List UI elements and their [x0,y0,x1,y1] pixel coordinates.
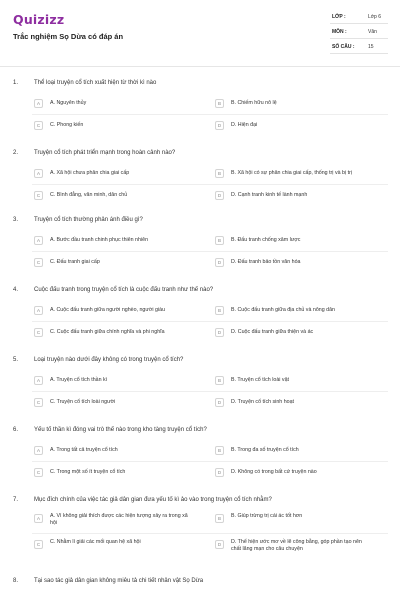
question-number: 1. [13,80,19,86]
question-text: Tại sao tác giả dân gian không miêu tả chi tiết nhân vật Sọ Dừa [34,578,204,584]
option-text: B. Chiếm hữu nô lệ [231,100,277,106]
option-text: C. Nhằm lí giải các mối quan hệ xã hội [50,539,141,545]
option-letter-badge: A [34,446,43,455]
option-c[interactable] [34,467,194,481]
option-letter-badge: B [215,514,224,523]
option-text: A. Nguyên thủy [50,100,87,106]
option-text: C. Đấu tranh giai cấp [50,259,100,265]
option-letter-badge: B [215,306,224,315]
option-d[interactable] [215,257,375,271]
option-c[interactable] [34,257,194,271]
option-letter-badge: C [34,258,43,267]
option-letter-badge: B [215,236,224,245]
option-text: C. Trong một số ít truyện cổ tích [50,469,126,475]
meta-value: Văn [368,29,377,35]
question-number: 7. [13,497,19,503]
option-letter-badge: A [34,169,43,178]
option-text: C. Bình đẳng, văn minh, dân chủ [50,192,128,198]
option-text: D. Thể hiện ước mơ về lẽ công bằng, góp phần tạo nên chất lãng mạn cho câu chuyện [231,539,362,552]
option-letter-badge: B [215,99,224,108]
option-text: C. Truyện cổ tích loài người [50,399,116,405]
meta-panel [330,9,388,54]
option-letter-badge: D [215,191,224,200]
option-d[interactable] [215,190,375,204]
option-letter-badge: C [34,540,43,549]
quiz-title: Trắc nghiệm Sọ Dừa có đáp án [13,32,124,41]
option-row-separator [32,391,388,392]
option-letter-badge: A [34,306,43,315]
option-letter-badge: D [215,121,224,130]
option-text: C. Phong kiến [50,122,84,128]
option-text: D. Cuộc đấu tranh giữa thiện và ác [231,329,314,335]
option-letter-badge: D [215,328,224,337]
option-text: D. Đấu tranh bảo tồn văn hóa [231,259,301,265]
option-letter-badge: B [215,376,224,385]
option-letter-badge: A [34,236,43,245]
meta-key: LỚP : [332,14,346,20]
option-c[interactable] [34,397,194,411]
option-a[interactable] [34,445,194,459]
option-letter-badge: B [215,169,224,178]
option-text: A. Trong tất cả truyện cổ tích [50,447,118,453]
option-d[interactable] [215,120,375,134]
question-number: 6. [13,427,19,433]
option-text: D. Cạnh tranh kinh tế lành mạnh [231,192,308,198]
option-text: B. Đấu tranh chống xâm lược [231,237,301,243]
option-b[interactable] [215,98,375,112]
option-text: C. Cuộc đấu tranh giữa chính nghĩa và phi nghĩa [50,329,165,335]
meta-row-grade [330,9,388,24]
option-letter-badge: C [34,121,43,130]
option-row-separator [32,461,388,462]
option-row-separator [32,533,388,534]
option-text: A. Cuộc đấu tranh giữa người nghèo, người giàu [50,307,166,313]
option-text: A. Vì không giải thích được các hiện tượng xảy ra trong xã hội [50,513,188,526]
option-a[interactable] [34,305,194,319]
option-letter-badge: B [215,446,224,455]
option-c[interactable] [34,190,194,204]
option-row-separator [32,251,388,252]
option-b[interactable] [215,513,375,532]
option-text: B. Cuộc đấu tranh giữa địa chủ và nông dân [231,307,335,313]
option-text: A. Xã hội chưa phân chia giai cấp [50,170,130,176]
option-d[interactable] [215,397,375,411]
option-a[interactable] [34,235,194,249]
header-divider [0,66,400,67]
option-b[interactable] [215,375,375,389]
option-b[interactable] [215,305,375,319]
option-a[interactable] [34,375,194,389]
option-letter-badge: D [215,398,224,407]
option-text: A. Truyện cổ tích thần kì [50,377,108,383]
meta-row-question-count [330,39,388,54]
option-row-separator [32,321,388,322]
option-d[interactable] [215,467,375,481]
question-text: Truyện cổ tích phát triển mạnh trong hoàn cảnh nào? [34,150,176,156]
option-row-separator [32,184,388,185]
meta-value: Lớp 6 [368,14,382,20]
option-text: B. Giúp trừng trị cái ác tốt hơn [231,513,303,519]
option-c[interactable] [34,327,194,341]
question-text: Loại truyện nào dưới đây không có trong truyện cổ tích? [34,357,184,363]
question-number: 2. [13,150,19,156]
worksheet-header [0,0,400,66]
quizizz-logo: Quizizz [13,12,65,27]
option-b[interactable] [215,168,375,182]
option-a[interactable] [34,98,194,112]
option-letter-badge: C [34,398,43,407]
meta-row-subject [330,24,388,39]
option-b[interactable] [215,445,375,459]
option-letter-badge: A [34,514,43,523]
question-number: 3. [13,217,19,223]
meta-key: MÔN : [332,29,347,35]
option-a[interactable] [34,168,194,182]
option-c[interactable] [34,539,194,558]
question-text: Thể loại truyện cổ tích xuất hiện từ thời kì nào [34,80,157,86]
option-letter-badge: D [215,468,224,477]
option-letter-badge: A [34,99,43,108]
option-text: B. Xã hội có sự phân chia giai cấp, thống trị và bị trị [231,170,353,176]
option-letter-badge: C [34,191,43,200]
meta-value: 15 [368,44,374,50]
option-d[interactable] [215,327,375,341]
option-letter-badge: C [34,328,43,337]
question-text: Yếu tố thần kì đóng vai trò thế nào trong kho tàng truyện cổ tích? [34,427,207,433]
option-d[interactable] [215,539,375,558]
question-number: 8. [13,578,19,584]
option-letter-badge: A [34,376,43,385]
option-b[interactable] [215,235,375,249]
option-row-separator [32,114,388,115]
option-text: D. Hiện đại [231,122,258,128]
option-a[interactable] [34,513,194,532]
question-number: 5. [13,357,19,363]
question-text: Cuộc đấu tranh trong truyện cổ tích là cuộc đấu tranh như thế nào? [34,287,214,293]
option-text: A. Bước đầu tranh chinh phục thiên nhiên [50,237,149,243]
meta-key: SỐ CÂU : [332,44,355,50]
option-text: B. Truyện cổ tích loài vật [231,377,289,383]
option-letter-badge: D [215,540,224,549]
option-letter-badge: D [215,258,224,267]
option-letter-badge: C [34,468,43,477]
option-text: D. Không có trong bất cứ truyện nào [231,469,317,475]
option-c[interactable] [34,120,194,134]
question-number: 4. [13,287,19,293]
option-text: D. Truyện cổ tích sinh hoạt [231,399,295,405]
option-text: B. Trong đa số truyện cổ tích [231,447,299,453]
question-text: Truyện cổ tích thường phản ánh điều gì? [34,217,143,223]
question-text: Mục đích chính của việc tác giả dân gian đưa yếu tố kì ảo vào trong truyện cổ tích nhằm? [34,497,272,503]
